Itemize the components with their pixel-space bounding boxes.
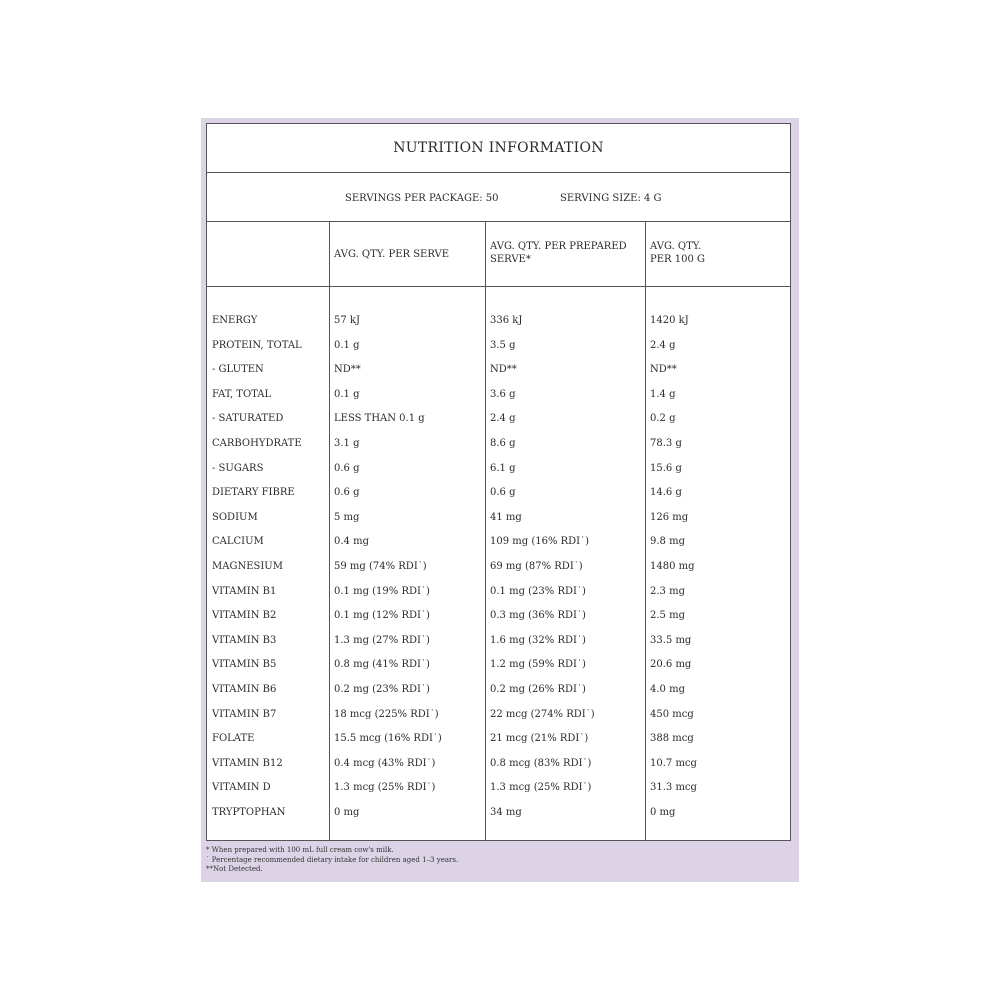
per-serve-value: 0.8 mg (41% RDI˙): [334, 659, 430, 671]
nutrition-table: [206, 123, 791, 841]
per-serve-value: 5 mg: [334, 511, 360, 523]
nutrient-name: FOLATE: [212, 733, 255, 745]
per-prepared-value: 336 kJ: [490, 315, 523, 326]
table-row: [207, 407, 790, 432]
nutrient-name: VITAMIN B5: [212, 659, 277, 671]
table-row: [207, 530, 790, 555]
per-100g-value: 0 mg: [650, 806, 676, 818]
nutrient-rows: [207, 309, 790, 825]
nutrient-name: VITAMIN B6: [212, 683, 277, 695]
per-serve-value: 0.4 mg: [334, 536, 369, 548]
per-prepared-value: 1.3 mcg (25% RDI˙): [490, 782, 592, 794]
per-prepared-value: 0.8 mcg (83% RDI˙): [490, 757, 592, 769]
per-serve-value: 18 mcg (225% RDI˙): [334, 708, 439, 720]
table-row: [207, 555, 790, 580]
per-serve-value: ND**: [334, 364, 361, 376]
per-serve-value: 3.1 g: [334, 437, 360, 449]
per-prepared-value: 0.6 g: [490, 487, 516, 499]
header-per-serve: AVG. QTY. PER SERVE: [334, 249, 450, 260]
table-row: [207, 752, 790, 777]
per-serve-value: 1.3 mcg (25% RDI˙): [334, 782, 436, 794]
nutrient-name: VITAMIN B1: [212, 585, 277, 597]
per-prepared-value: 109 mg (16% RDI˙): [490, 536, 590, 548]
per-prepared-value: 1.6 mg (32% RDI˙): [490, 634, 586, 646]
per-serve-value: 1.3 mg (27% RDI˙): [334, 634, 430, 646]
table-row: [207, 727, 790, 752]
nutrient-name: MAGNESIUM: [212, 560, 283, 572]
per-prepared-value: 21 mcg (21% RDI˙): [490, 733, 589, 745]
per-serve-value: 59 mg (74% RDI˙): [334, 560, 427, 572]
header-text: PER 100 G: [650, 254, 705, 265]
nutrient-name: - GLUTEN: [212, 364, 264, 376]
per-prepared-value: 8.6 g: [490, 437, 516, 449]
table-row: [207, 383, 790, 408]
nutrient-name: VITAMIN B12: [212, 757, 283, 769]
nutrient-name: PROTEIN, TOTAL: [212, 339, 302, 351]
nutrient-name: CALCIUM: [212, 536, 264, 548]
per-prepared-value: 0.3 mg (36% RDI˙): [490, 610, 586, 622]
nutrient-name: DIETARY FIBRE: [212, 487, 295, 499]
per-prepared-value: 34 mg: [490, 806, 522, 818]
per-prepared-value: 22 mcg (274% RDI˙): [490, 708, 595, 720]
per-100g-value: 388 mcg: [650, 733, 694, 745]
table-row: [207, 481, 790, 506]
per-100g-value: 126 mg: [650, 511, 689, 523]
per-prepared-value: 3.6 g: [490, 388, 516, 400]
footnotes: [206, 846, 458, 875]
per-prepared-value: 41 mg: [490, 511, 522, 523]
per-prepared-value: ND**: [490, 364, 517, 376]
per-serve-value: 57 kJ: [334, 315, 360, 326]
table-row: [207, 580, 790, 605]
per-prepared-value: 3.5 g: [490, 339, 516, 351]
nutrient-name: VITAMIN D: [212, 782, 271, 794]
per-100g-value: 450 mcg: [650, 708, 694, 720]
nutrient-name: VITAMIN B7: [212, 708, 277, 720]
per-serve-value: 0.2 mg (23% RDI˙): [334, 683, 430, 695]
header-text: AVG. QTY. PER PREPARED: [490, 241, 627, 252]
header-text: SERVE*: [490, 254, 531, 265]
per-prepared-value: 6.1 g: [490, 462, 516, 474]
servings-row: [207, 173, 790, 222]
per-serve-value: 15.5 mcg (16% RDI˙): [334, 733, 442, 745]
per-serve-value: 0.1 g: [334, 388, 360, 400]
per-serve-value: 0.6 g: [334, 487, 360, 499]
per-100g-value: 1480 mg: [650, 560, 695, 572]
table-row: [207, 776, 790, 801]
per-100g-value: 2.5 mg: [650, 610, 685, 622]
nutrient-name: FAT, TOTAL: [212, 388, 272, 400]
footnote: ˙ Percentage recommended dietary intake for children aged 1–3 years.: [206, 855, 459, 864]
nutrient-name: ENERGY: [212, 315, 258, 326]
nutrient-name: - SUGARS: [212, 462, 264, 474]
table-row: [207, 457, 790, 482]
per-100g-value: 0.2 g: [650, 413, 676, 425]
per-serve-value: LESS THAN 0.1 g: [334, 413, 425, 425]
per-100g-value: 15.6 g: [650, 462, 682, 474]
serving-size: SERVING SIZE: 4 G: [560, 193, 662, 204]
footnote: **Not Detected.: [206, 865, 263, 873]
table-row: [207, 334, 790, 359]
per-100g-value: 4.0 mg: [650, 683, 685, 695]
nutrient-name: VITAMIN B2: [212, 610, 277, 622]
per-100g-value: ND**: [650, 364, 677, 376]
table-row: [207, 678, 790, 703]
per-100g-value: 33.5 mg: [650, 634, 692, 646]
nutrient-name: SODIUM: [212, 511, 258, 523]
per-100g-value: 2.3 mg: [650, 585, 685, 597]
table-row: [207, 604, 790, 629]
per-100g-value: 20.6 mg: [650, 659, 692, 671]
table-row: [207, 309, 790, 334]
per-serve-value: 0.6 g: [334, 462, 360, 474]
per-serve-value: 0.1 mg (12% RDI˙): [334, 610, 430, 622]
per-serve-value: 0.1 g: [334, 339, 360, 351]
per-serve-value: 0 mg: [334, 806, 360, 818]
table-row: [207, 506, 790, 531]
per-prepared-value: 0.2 mg (26% RDI˙): [490, 683, 586, 695]
per-prepared-value: 2.4 g: [490, 413, 516, 425]
header-text: AVG. QTY.: [650, 241, 702, 252]
per-prepared-value: 1.2 mg (59% RDI˙): [490, 659, 586, 671]
header-row: [207, 222, 790, 287]
per-100g-value: 1.4 g: [650, 388, 676, 400]
table-row: [207, 653, 790, 678]
per-100g-value: 31.3 mcg: [650, 782, 697, 794]
nutrient-name: TRYPTOPHAN: [212, 806, 286, 818]
per-100g-value: 10.7 mcg: [650, 757, 697, 769]
per-prepared-value: 69 mg (87% RDI˙): [490, 560, 583, 572]
footnote: * When prepared with 100 mL full cream cow's milk.: [206, 846, 394, 854]
table-row: [207, 801, 790, 826]
table-row: [207, 358, 790, 383]
servings-per-package: SERVINGS PER PACKAGE: 50: [345, 193, 499, 204]
table-row: [207, 703, 790, 728]
per-serve-value: 0.1 mg (19% RDI˙): [334, 585, 430, 597]
table-row: [207, 432, 790, 457]
table-title: NUTRITION INFORMATION: [207, 124, 790, 173]
per-100g-value: 2.4 g: [650, 339, 676, 351]
table-row: [207, 629, 790, 654]
nutrient-name: VITAMIN B3: [212, 634, 277, 646]
per-100g-value: 78.3 g: [650, 437, 682, 449]
per-100g-value: 9.8 mg: [650, 536, 685, 548]
per-prepared-value: 0.1 mg (23% RDI˙): [490, 585, 586, 597]
header-per-prepared-serve: [490, 240, 627, 266]
per-100g-value: 14.6 g: [650, 487, 682, 499]
nutrient-name: CARBOHYDRATE: [212, 437, 302, 449]
header-per-100g: [650, 240, 705, 266]
per-serve-value: 0.4 mcg (43% RDI˙): [334, 757, 436, 769]
per-100g-value: 1420 kJ: [650, 315, 689, 326]
nutrient-name: - SATURATED: [212, 413, 284, 425]
